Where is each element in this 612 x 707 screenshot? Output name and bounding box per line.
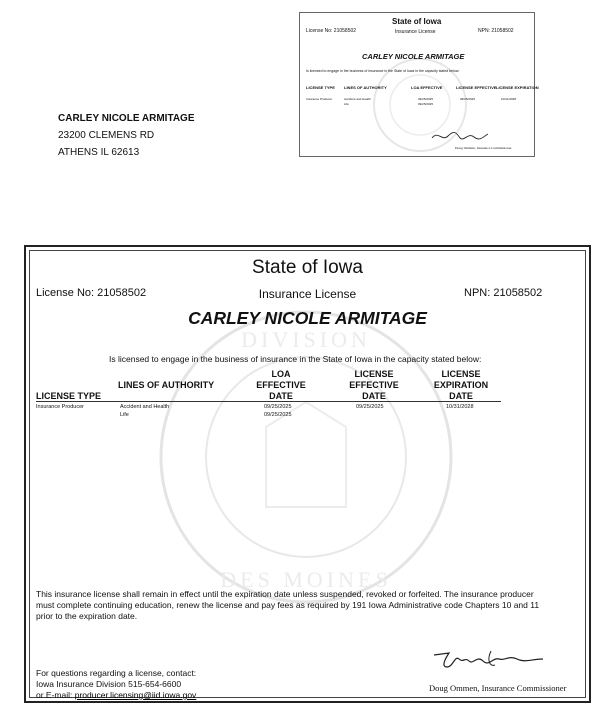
header-lines-of-authority: LINES OF AUTHORITY <box>118 380 215 390</box>
header-license-type: LICENSE TYPE <box>36 391 102 401</box>
mini-licensee-name: CARLEY NICOLE ARMITAGE <box>362 52 465 61</box>
commissioner-name: Doug Ommen, Insurance Commissioner <box>429 683 567 693</box>
mini-header-loa: LOA EFFECTIVE <box>411 85 443 90</box>
mini-license-type-title: Insurance License <box>395 29 436 35</box>
mini-header-lic-exp: LICENSE EXPIRATION <box>496 85 539 90</box>
mini-license-no: License No: 21058502 <box>306 28 357 34</box>
mini-row-loa2: Life <box>344 102 349 106</box>
licensee-name: CARLEY NICOLE ARMITAGE <box>188 308 427 328</box>
mini-row-lic-exp: 10/31/2028 <box>501 97 517 101</box>
mini-commissioner: Doug Ommen, Insurance Commissioner <box>455 146 512 150</box>
footer-text-line-2: must complete continuing education, renew the license and pay fees as required by 191 Iowa Administrative code Chapters 10 and 11 <box>36 600 540 610</box>
mini-row-loa1: Accident and Health <box>344 97 371 101</box>
contact-line-3 <box>36 690 196 700</box>
contact-line-2: Iowa Insurance Division 515-654-6600 <box>36 679 182 689</box>
mini-row-lic-eff: 09/25/2025 <box>460 97 476 101</box>
iowa-seal-watermark-icon <box>156 307 456 607</box>
address-street: 23200 CLEMENS RD <box>58 130 155 141</box>
license-type-title: Insurance License <box>258 287 357 301</box>
svg-text:DES MOINES: DES MOINES <box>220 567 392 592</box>
footer-text-line-3: prior to the expiration date. <box>36 611 138 621</box>
signature-icon <box>431 645 546 673</box>
mailing-address <box>58 110 194 161</box>
address-name: CARLEY NICOLE ARMITAGE <box>58 113 195 124</box>
state-title: State of Iowa <box>252 257 363 278</box>
row-license-expiration: 10/31/2028 <box>446 404 474 410</box>
mini-state-title: State of Iowa <box>392 17 442 26</box>
mini-header-lines: LINES OF AUTHORITY <box>344 85 387 90</box>
header-license-effective-date: LICENSE EFFECTIVE DATE <box>349 369 399 401</box>
capacity-statement: Is licensed to engage in the business of insurance in the State of Iowa in the capacity stated below: <box>109 354 482 364</box>
row-loa-2: Life <box>120 412 129 418</box>
mini-statement: Is licensed to engage in the business of insurance in the State of Iowa in the capacity stated below: <box>306 69 460 73</box>
npn-number: NPN: 21058502 <box>464 287 543 299</box>
row-license-effective: 09/25/2025 <box>356 404 384 410</box>
svg-text:DIVISION: DIVISION <box>241 327 371 352</box>
contact-email-link[interactable]: producer.licensing@iid.iowa.gov <box>74 690 197 700</box>
license-card <box>24 245 591 703</box>
row-loa-1: Accident and Health <box>120 404 170 410</box>
address-city: ATHENS IL 62613 <box>58 147 140 158</box>
mini-license-card <box>299 12 539 157</box>
mini-row-loa1-date: 09/25/2025 <box>418 97 434 101</box>
contact-email-prefix: or E-mail: <box>36 690 75 700</box>
mini-signature-icon <box>430 128 490 144</box>
mini-npn: NPN: 21058502 <box>478 28 514 34</box>
contact-line-1: For questions regarding a license, contact: <box>36 668 197 678</box>
row-loa-1-date: 09/25/2025 <box>264 404 292 410</box>
header-loa-effective-date: LOA EFFECTIVE DATE <box>256 369 306 401</box>
row-loa-2-date: 09/25/2025 <box>264 412 292 418</box>
mini-header-lic-eff: LICENSE EFFECTIVE <box>456 85 497 90</box>
header-license-expiration-date: LICENSE EXPIRATION DATE <box>433 369 489 401</box>
mini-header-license-type: LICENSE TYPE <box>306 85 335 90</box>
license-number: License No: 21058502 <box>36 287 147 299</box>
mini-row-type: Insurance Producer <box>306 97 333 101</box>
mini-row-loa2-date: 09/25/2025 <box>418 102 434 106</box>
footer-text-line-1: This insurance license shall remain in effect until the expiration date unless suspended, revoked or forfeited. The insurance producer <box>36 589 534 599</box>
header-divider <box>36 401 501 402</box>
row-license-type: Insurance Producer <box>36 404 84 410</box>
